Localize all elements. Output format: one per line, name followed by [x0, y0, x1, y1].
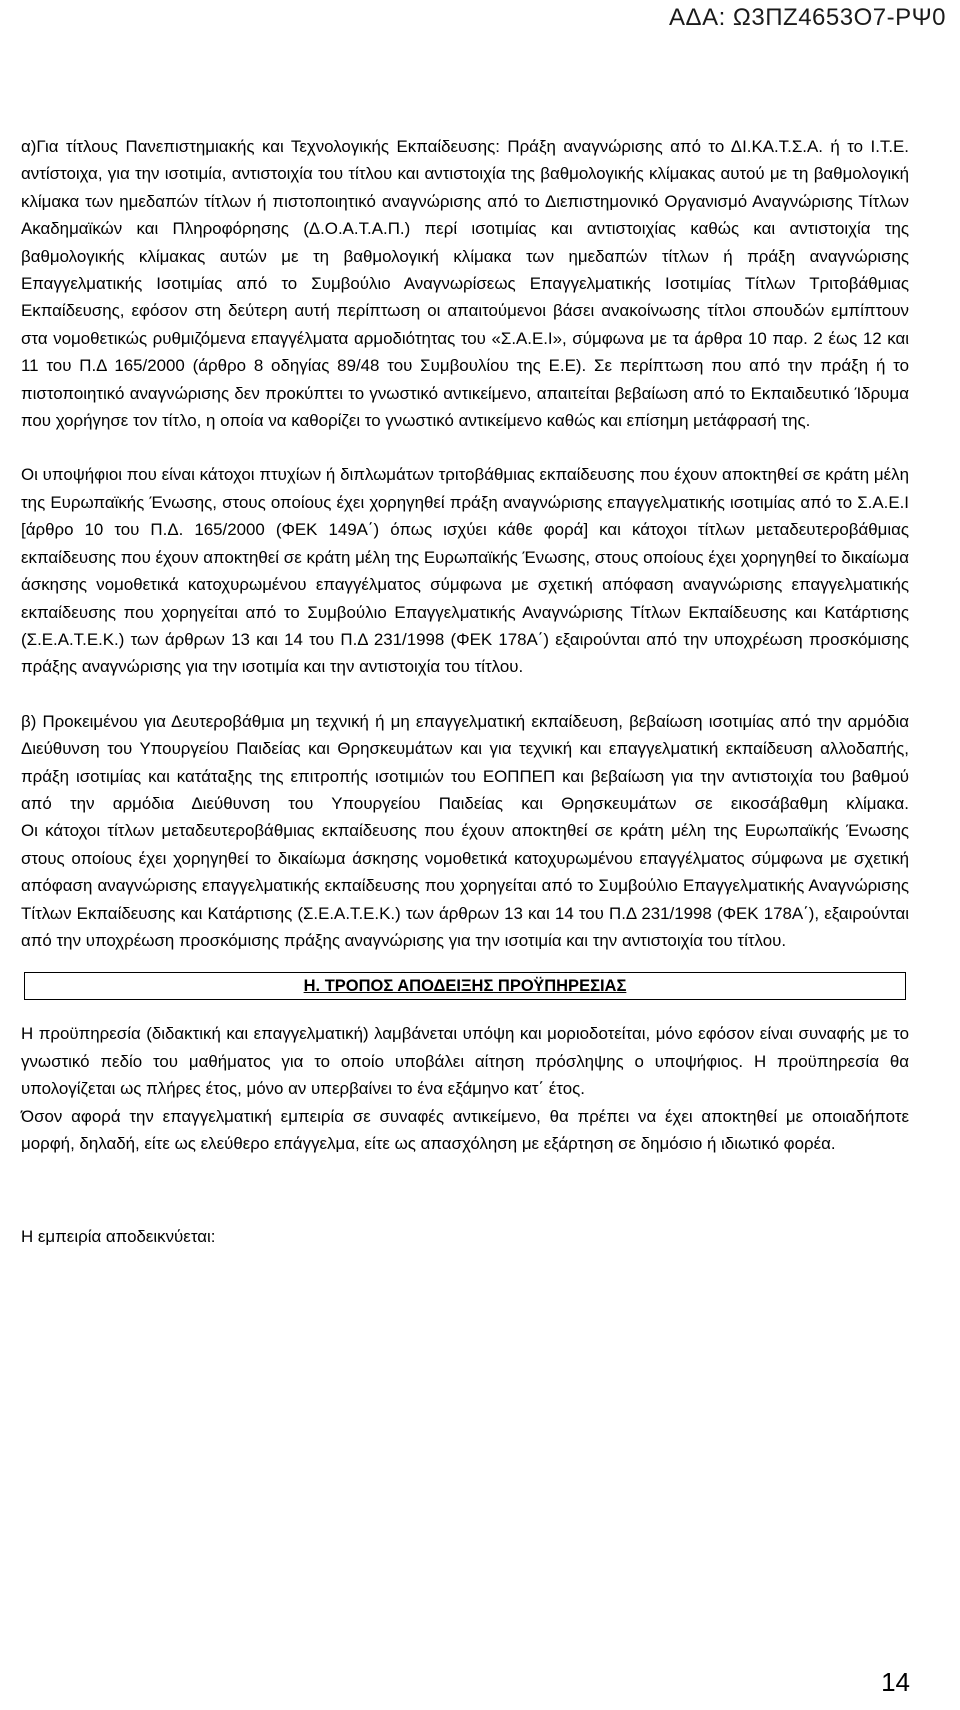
- paragraph-eu-degree-holders: Οι υποψήφιοι που είναι κάτοχοι πτυχίων ή διπλωμάτων τριτοβάθμιας εκπαίδευσης που έχουν αποκτηθεί σε κράτη μέλη της Ευρωπαϊκής Ένωσης, στους οποίους έχει χορηγηθεί πράξη αναγνώρισης επαγγελματικής ισοτιμίας από το Σ.Α.Ε.Ι [άρθρο 10 του Π.Δ. 165/2000 (ΦΕΚ 149Α΄) όπως ισχύει κάθε φορά] και κάτοχοι τίτλων μεταδευτεροβάθμιας εκπαίδευσης που έχουν αποκτηθεί σε κράτη μέλη της Ευρωπαϊκής Ένωσης, στους οποίους έχει χορηγηθεί το δικαίωμα άσκησης νομοθετικά κατοχυρωμένου επαγγέλματος σύμφωνα με σχετική απόφαση αναγνώρισης επαγγελματικής εκπαίδευσης που χορηγείται από το Συμβούλιο Επαγγελματικής Αναγνώρισης Τίτλων Εκπαίδευσης και Κατάρτισης (Σ.Ε.Α.Τ.Ε.Κ.) των άρθρων 13 και 14 του Π.Δ 231/1998 (ΦΕΚ 178Α΄) εξαιρούνται από την υποχρέωση προσκόμισης πράξης αναγνώρισης για την ισοτιμία και την αντιστοιχία του τίτλου.: [21, 465, 909, 677]
- document-body: [21, 133, 909, 1251]
- spacer: [21, 681, 909, 708]
- paragraph-secondary-education: β) Προκειμένου για Δευτεροβάθμια μη τεχνική ή μη επαγγελματική εκπαίδευση, βεβαίωση ισοτιμίας από την αρμόδια Διεύθυνση του Υπουργείου Παιδείας και Θρησκευμάτων και για τεχνική και επαγγελματική εκπαίδευση αλλοδαπής, πράξη ισοτιμίας και κατάταξης της επιτροπής ισοτιμιών του ΕΟΠΠΕΠ και βεβαίωση για την αντιστοιχία του βαθμού από την αρμόδια Διεύθυνση του Υπουργείου Παιδείας και Θρησκευμάτων σε εικοσάβαθμη κλίμακα.: [21, 711, 909, 813]
- paragraph-professional-experience: Όσον αφορά την επαγγελματική εμπειρία σε συναφές αντικείμενο, θα πρέπει να έχει αποκτηθεί με οποιαδήποτε μορφή, δηλαδή, είτε ως ελεύθερο επάγγελμα, είτε ως απασχόληση με εξάρτηση σε δημόσιο ή ιδιωτικό φορέα.: [21, 1106, 909, 1153]
- paragraph-experience-proof: Η εμπειρία αποδεικνύεται:: [21, 1227, 216, 1247]
- paragraph-university-titles: α)Για τίτλους Πανεπιστημιακής και Τεχνολογικής Εκπαίδευσης: Πράξη αναγνώρισης από το ΔΙ.ΚΑ.Τ.Σ.Α. ή το Ι.Τ.Ε. αντίστοιχα, για την ισοτιμία, αντιστοιχία του τίτλου και αντιστοιχία της βαθμολογικής κλίμακας αυτού με τη βαθμολογική κλίμακα των ημεδαπών τίτλων ή πιστοποιητικό αναγνώρισης από το Διεπιστημονικό Οργανισμό Αναγνώρισης Τίτλων Ακαδημαϊκών και Πληροφόρησης (Δ.Ο.Α.Τ.Α.Π.) περί ισοτιμίας και αντιστοιχίας καθώς και αντιστοιχία της βαθμολογικής κλίμακας αυτών με τη βαθμολογική κλίμακα των ημεδαπών τίτλων ή πράξη αναγνώρισης Επαγγελματικής Ισοτιμίας από το Συμβούλιο Αναγνωρίσεως Επαγγελματικής Ισοτιμίας Τίτλων Τριτοβάθμιας Εκπαίδευσης, εφόσον στη δεύτερη αυτή περίπτωση οι απαιτούμενοι βάσει ανακοίνωσης τίτλοι σπουδών εμπίπτουν στα νομοθετικώς ρυθμιζόμενα επαγγέλματα αρμοδιότητας του «Σ.Α.Ε.Ι», σύμφωνα με τα άρθρα 10 παρ. 2 έως 12 και 11 του Π.Δ 165/2000 (άρθρο 8 οδηγίας 89/48 του Συμβουλίου της Ε.Ε). Σε περίπτωση που από την πράξη ή το πιστοποιητικό αναγνώρισης δεν προκύπτει το γνωστικό αντικείμενο, απαιτείται βεβαίωση από το Εκπαιδευτικό Ίδρυμα που χορήγησε τον τίτλο, η οποία να καθορίζει το γνωστικό αντικείμενο καθώς και επίσημη μετάφρασή της.: [21, 137, 909, 431]
- spacer: [21, 1000, 909, 1020]
- paragraph-experience-counting: Η προϋπηρεσία (διδακτική και επαγγελματική) λαμβάνεται υπόψη και μοριοδοτείται, μόνο εφόσον είναι συναφής με το γνωστικό πεδίο του μαθήματος για το οποίο υποβάλει αίτηση πρόσληψης ο υποψήφιος. Η προϋπηρεσία θα υπολογίζεται ως πλήρες έτος, μόνο αν υπερβαίνει το ένα εξάμηνο κατ΄ έτος.: [21, 1024, 909, 1099]
- ada-code: ΑΔΑ: Ω3ΠΖ4653Ο7-ΡΨ0: [669, 4, 946, 31]
- paragraph-post-secondary-holders: Οι κάτοχοι τίτλων μεταδευτεροβάθμιας εκπαίδευσης που έχουν αποκτηθεί σε κράτη μέλη της Ευρωπαϊκής Ένωσης στους οποίους έχει χορηγηθεί το δικαίωμα άσκησης νομοθετικά κατοχυρωμένου επαγγέλματος σύμφωνα με σχετική απόφαση αναγνώρισης επαγγελματικής εκπαίδευσης που χορηγείται από το Συμβούλιο Επαγγελματικής Αναγνώρισης Τίτλων Εκπαίδευσης και Κατάρτισης (Σ.Ε.Α.Τ.Ε.Κ.) των άρθρων 13 και 14 του Π.Δ 231/1998 (ΦΕΚ 178Α΄), εξαιρούνται από την υποχρέωση προσκόμισης πράξης αναγνώρισης για την ισοτιμία και την αντιστοιχία του τίτλου.: [21, 821, 909, 950]
- page-number: 14: [881, 1667, 910, 1697]
- spacer: [21, 434, 909, 461]
- section-heading: Η. ΤΡΟΠΟΣ ΑΠΟΔΕΙΞΗΣ ΠΡΟΫΠΗΡΕΣΙΑΣ: [24, 972, 906, 1000]
- spacer: [21, 1157, 909, 1223]
